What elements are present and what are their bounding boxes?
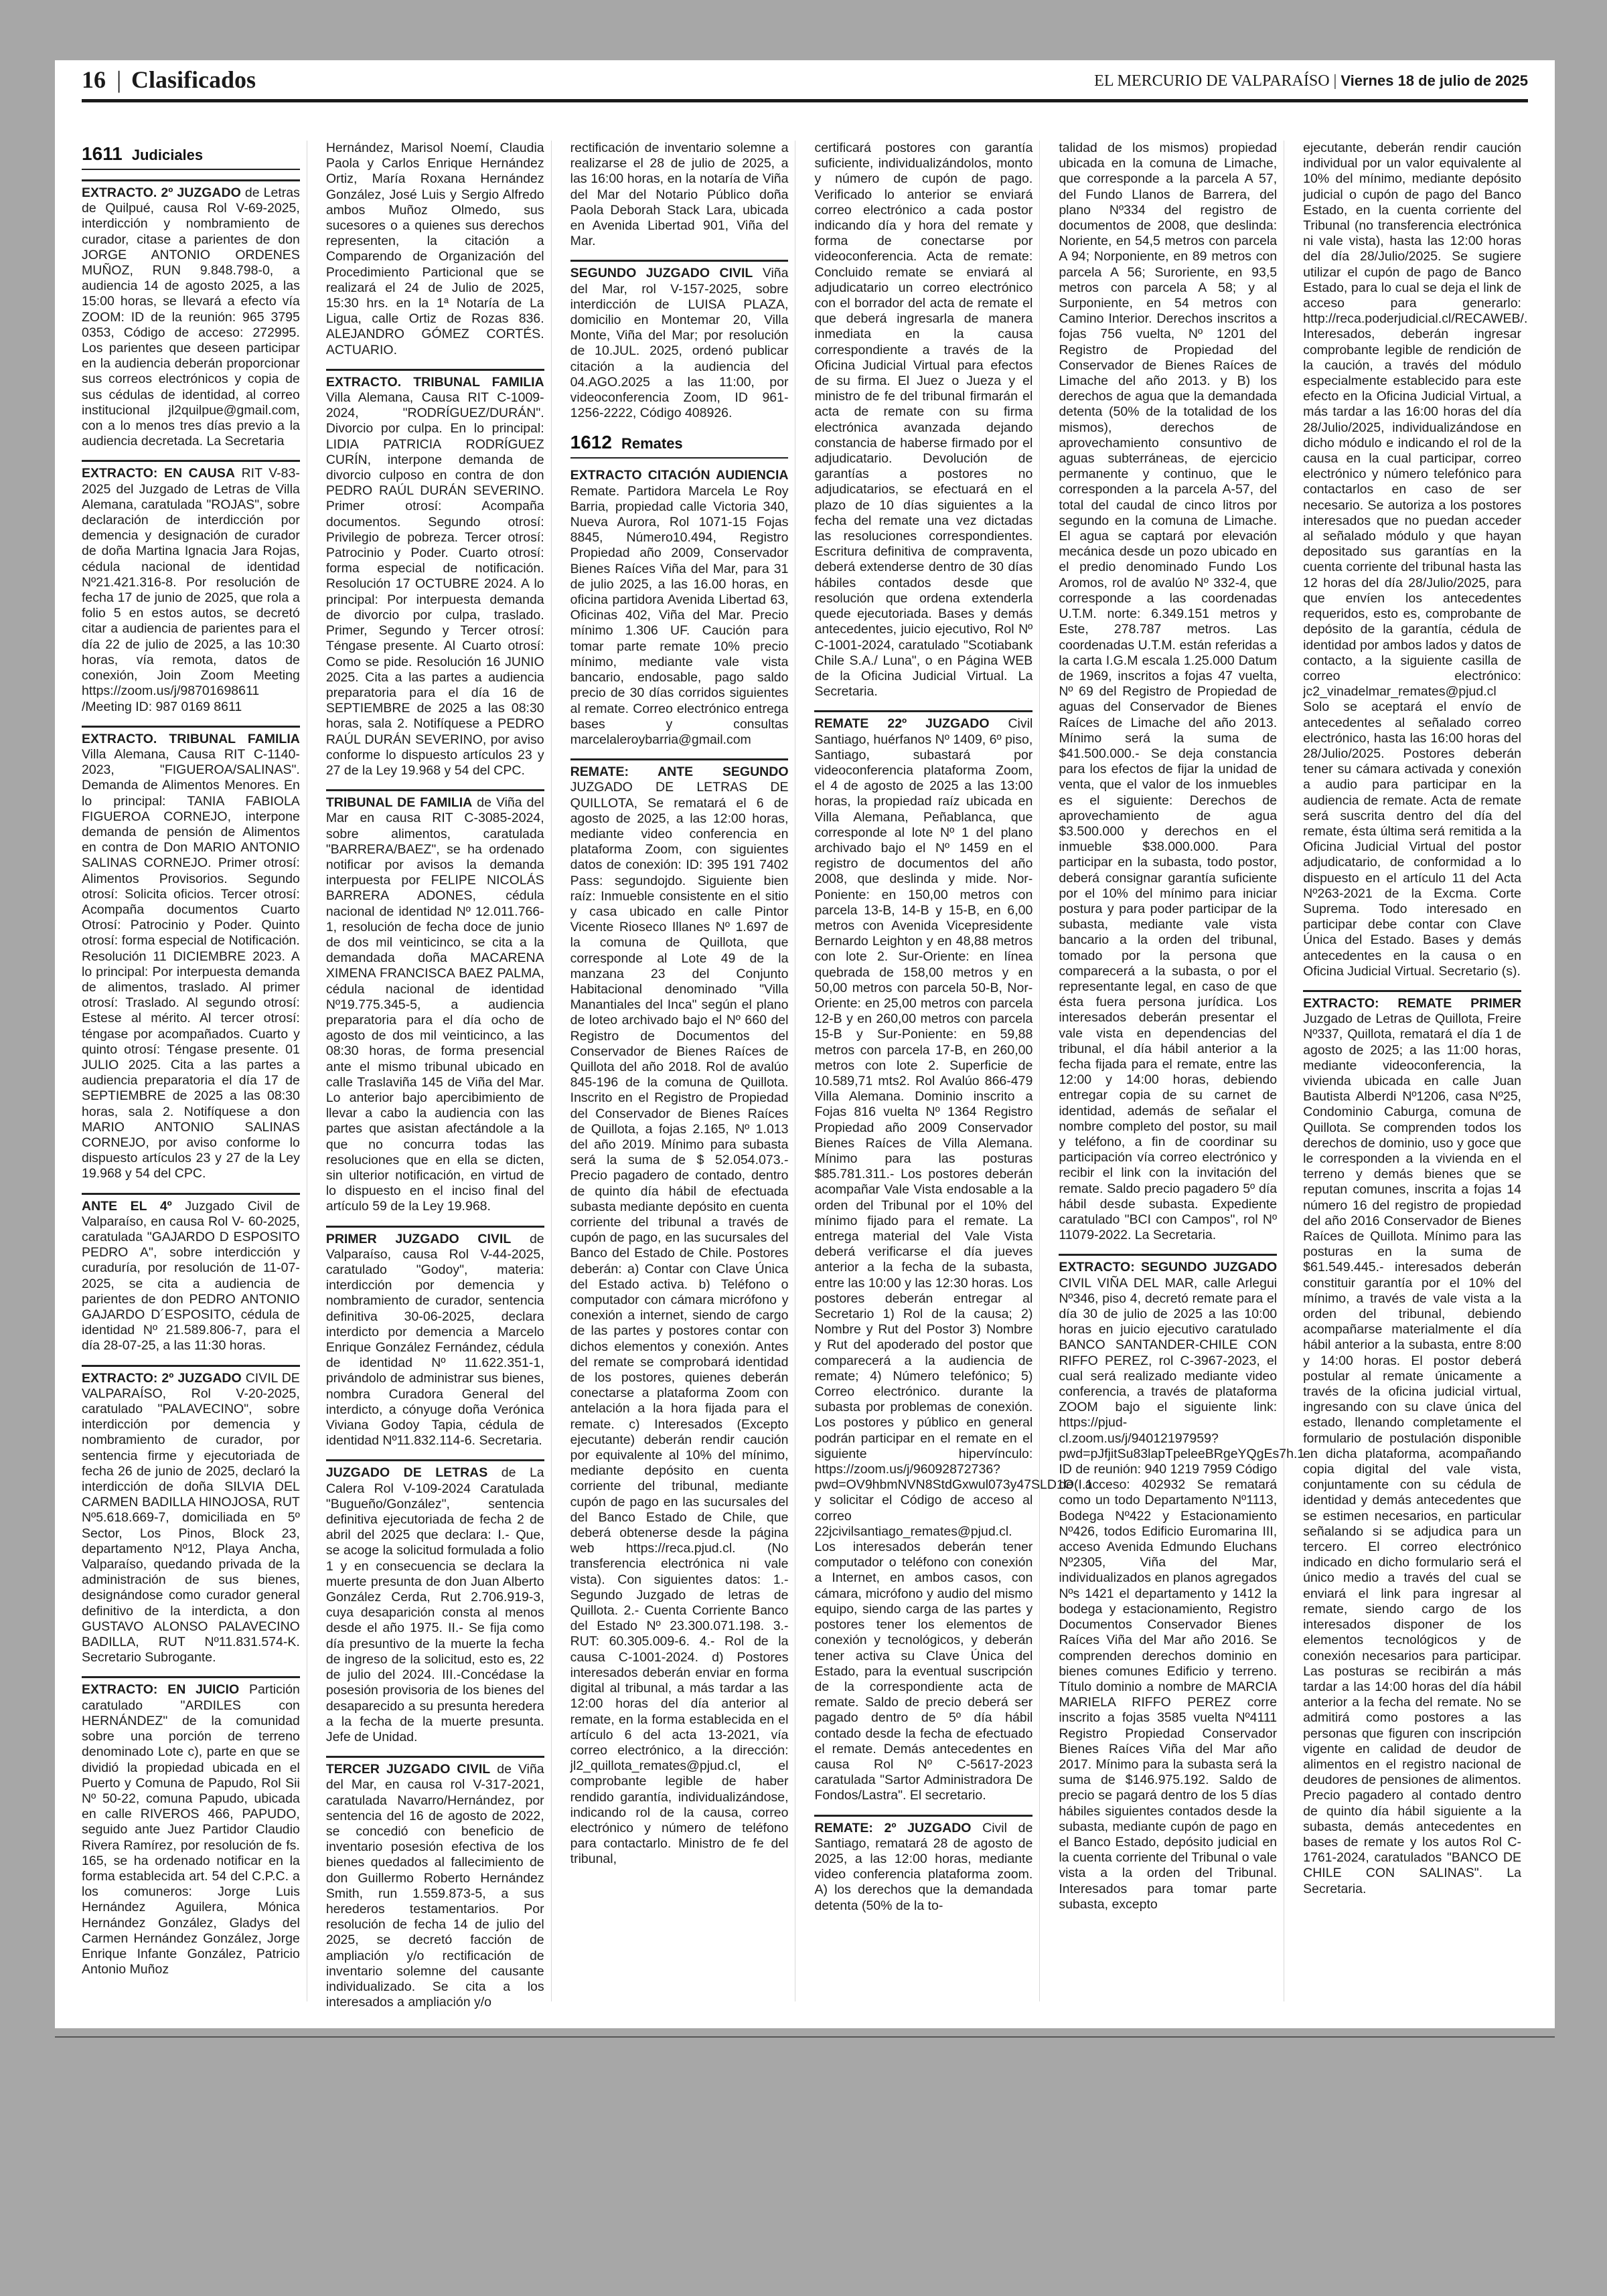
legal-notice xyxy=(814,1815,1032,1914)
legal-notice xyxy=(326,1756,544,2010)
newspaper-name: EL MERCURIO DE VALPARAÍSO xyxy=(1094,72,1330,90)
notice-body xyxy=(82,1199,300,1354)
notice-text: JUZGADO DE LETRAS DE QUILLOTA, Se rematará el 6 de agosto de 2025, a las 12:00 horas, mediante video conferencia en plataforma Zoom, con siguientes datos de conexión: ID: 395 191 7402 Pass: segundojdo. Siguiente bien raíz: Inmueble consistente en el sitio y casa ubicado en calle Pintor Vicente Rioseco Illanes Nº 1.697 de la comuna de Quillota, que corresponde al Lote 49 de la manzana 23 del Conjunto Habitacional denominado "Villa Manantiales del Inca" según el plano de loteo archivado bajo el Nº 660 del Registro de Documentos del Conservador de Bienes Raíces de Quillota del año 2018. Rol de avalúo 845-196 de la comuna de Quillota. Inscrito en el Registro de Propiedad del Conservador de Bienes Raíces de Quillota, a fojas 2.165, Nº 1.013 del año 2019. Mínimo para subasta será la suma de $ 52.054.073.- Precio pagadero de contado, dentro de quinto día hábil de efectuada subasta mediante depósito en cuenta corriente del tribunal a través de cupón de pago, en las sucursales del Banco del Estado de Chile. Postores deberán: a) Contar con Clave Única del Estado activa. b) Teléfono o computador con cámara micrófono y conexión a internet, siendo de cargo de las partes y postores contar con dichos elementos y conexión. Antes del remate se comprobará identidad de los postores, quienes deberán conectarse a plataforma Zoom con antelación a la hora fijada para el remate. c) Interesados (Excepto ejecutante) deberán rendir caución por equivalente al 10% del mínimo, mediante depósito en cuenta corriente del tribunal, mediante cupón de pago en las sucursales del del Banco Estado de Chile, que deberá obtenerse desde la página web https://reca.pjud.cl. (No transferencia electrónica ni vale vista). Con siguientes datos: 1.- Segundo Juzgado de letras de Quillota. 2.- Cuenta Corriente Banco del Estado Nº 23.300.071.198. 3.- RUT: 60.305.009-6. 4.- Rol de la causa C-1001-2024. d) Postores interesados deberán enviar en forma digital al tribunal, a más tardar a las 12:00 horas del día anterior al remate, en la forma establecida en el artículo 6 del acta 13-2021, vía correo electrónico, a la dirección: jl2_quillota_remates@pjud.cl, el comprobante legible de haber rendido garantía, individualizándose, indicando rol de la causa, correo electrónico y número de teléfono para contactarlo. Ministro de fe del tribunal, xyxy=(570,780,789,1867)
notice-title: EXTRACTO. 2º JUZGADO xyxy=(82,185,241,200)
legal-notice xyxy=(82,1193,300,1354)
legal-notice xyxy=(82,1365,300,1666)
notice-body xyxy=(1303,996,1521,1897)
notice-text: talidad de los mismos) propiedad ubicada en la comuna de Limache, que corresponde a la parcela A 57, del Fundo Llanos de Barrera, del plano Nº334 del registro de documentos de 2008, que deslinda: Noriente, en 54,5 metros con parcela A 94; Norponiente, en 89 metros con parcela A 56; Suroriente, en 93,5 metros con parcela A 58; y al Surponiente, en 54 metros con Camino Interior. Derechos inscritos a fojas 756 vuelta, Nº 1201 del Registro de Propiedad del Conservador de Bienes Raíces de Limache del año 2013. y B) los derechos de agua que la demandada detenta (50% de la totalidad de los mismos), derechos de aprovechamiento consuntivo de aguas subterráneas, de ejercicio permanente y continuo, que le corresponden a la parcela A-57, del total del caudal de cinco litros por segundo en la comuna de Limache. El agua se captará por elevación mecánica desde un pozo ubicado en el predio denominado Fundo Los Aromos, rol de avalúo Nº 332-4, que corresponde a las coordenadas U.T.M. norte: 6.349.151 metros y Este, 278.787 metros. Las coordenadas U.T.M. están referidas a la carta I.G.M escala 1.25.000 Datum de 1969, inscritos a fojas 47 vuelta, Nº 69 del Registro de Propiedad de aguas del Conservador de Bienes Raíces de Limache del año 2013. Mínimo será la suma de $41.500.000.- Se deja constancia para los efectos de fijar la unidad de venta, que el valor de los inmuebles es el siguiente: Derechos de aprovechamiento de agua $3.500.000 y derechos en el inmueble $38.000.000. Para participar en la subasta, todo postor, deberá consignar garantía suficiente por el 10% del mínimo para iniciar postura y para poder participar de la subasta, mediante vale vista bancario a la orden del tribunal, tomado por la persona que comparecerá a la subasta, o por el representante legal, en caso de que ésta fuera persona jurídica. Los interesados deberán presentar el vale vista en dependencias del tribunal, el día hábil anterior a la fecha fijada para el remate, entre las 12:00 y 14:00 horas, debiendo entregar copia de su carnet de identidad, además de señalar el nombre completo del postor, su mail y teléfono, a fin de coordinar su participación vía correo electrónico y recibir el link con la invitación del remate. Saldo precio pagadero 5º día hábil desde subasta. Expediente caratulado "BCI con Campos", rol Nº 11079-2022. La Secretaria. xyxy=(1059,141,1278,1243)
legal-notice xyxy=(82,460,300,714)
notice-title: SEGUNDO JUZGADO CIVIL xyxy=(570,266,753,281)
notice-text: Hernández, Marisol Noemí, Claudia Paola y Carlos Enrique Hernández Ortiz, María Roxana Hernández González, José Luis y Sergio Alfredo ambos Muñoz Olmedo, sus sucesores o a quienes sus derechos representen, la citación a Comparendo de Organización del Procedimiento Particional que se realizará el 24 de Julio de 2025, 15:30 hrs. en la 1ª Notaría de La Ligua, calle Ortiz de Rozas 836. ALEJANDRO GÓMEZ CORTÉS. ACTUARIO. xyxy=(325,141,544,357)
legal-notice xyxy=(814,141,1032,700)
column-3 xyxy=(570,141,796,2001)
legal-notice xyxy=(570,758,789,1867)
notice-text: CIVIL DE VALPARAÍSO, Rol V-20-2025, caratulado "PALAVECINO", sobre interdicción por demencia y nombramiento de curador, por sentencia firme y ejecutoriada de fecha 26 de junio de 2025, declaró la interdicción de doña SILVIA DEL CARMEN BADILLA HINOJOSA, RUT Nº5.618.669-7, domiciliada en 5º Sector, Los Pinos, Block 23, departamento Nº12, Playa Ancha, Valparaíso, quedando privada de la administración de sus bienes, designándose como curador general definitivo de la interdicta, a don GUSTAVO ALONSO PALAVECINO BADILLA, RUT Nº11.831.574-K. Secretario Subrogante. xyxy=(82,1370,300,1665)
notice-text: de Viña del Mar, en causa rol V-317-2021, caratulada Navarro/Hernández, por sentencia del 16 de agosto de 2022, se concedió con beneficio de inventario posesión efectiva de los bienes quedados al fallecimiento de don Guillermo Roberto Hernández Smith, run 1.559.873-5, a sus herederos testamentarios. Por resolución de fecha 14 de julio del 2025, se decretó facción de ampliación y/o rectificación de inventario solemne del causante individualizado. Se cita a los interesados a ampliación y/o xyxy=(325,1762,544,2010)
notice-text: Viña del Mar, rol V-157-2025, sobre interdicción de LUISA PLAZA, domicilio en Montemar 20, Villa Monte, Viña del Mar; por resolución de 10.JUL. 2025, ordenó publicar citación a la audiencia del 04.AGO.2025 a las 11:00, por videoconferencia Zoom, ID 961-1256-2222, Código 408926. xyxy=(570,266,789,421)
classified-section-header xyxy=(82,143,300,170)
column-2 xyxy=(325,141,552,2010)
notice-text: rectificación de inventario solemne a realizarse el 28 de julio de 2025, a las 16:00 horas, en la notaría de Viña del Mar del Notario Público doña Paola Deborah Stack Lara, ubicada en Avenida Libertad 901, Viña del Mar. xyxy=(570,141,789,249)
header-separator: | xyxy=(117,66,122,93)
legal-notice xyxy=(814,710,1093,1803)
notice-body xyxy=(326,1465,544,1745)
legal-notice xyxy=(82,179,300,449)
notice-body xyxy=(570,468,789,748)
notice-body xyxy=(570,141,789,249)
notice-title: REMATE: ANTE SEGUNDO xyxy=(570,764,789,780)
section-number: 1611 xyxy=(82,143,123,164)
newspaper-page xyxy=(55,60,1555,2028)
notice-body xyxy=(82,732,300,1182)
notice-text: ejecutante, deberán rendir caución individual por un valor equivalente al 10% del mínimo, mediante depósito judicial o cupón de pago del Banco Estado, en la cuenta corriente del Tribunal (no transferencia electrónica ni vale vista), hasta las 12:00 horas del día 28/Julio/2025. Se sugiere utilizar el cupón de pago de Banco Estado, para lo cual se deja el link de acceso para generarlo: http://reca.poderjudicial.cl/RECAWEB/. Interesados, deberán ingresar comprobante legible de rendición de la caución, a través del módulo especialmente establecido para este efecto en la Oficina Judicial Virtual, a más tardar a las 16:00 horas del día 28/Julio/2025, individualizándose en dicho módulo e indicando el rol de la causa en la cual participar, correo electrónico y número telefónico para contactarlos en caso de ser necesario. Se autoriza a los postores interesados que no puedan acceder al señalado módulo y que hayan depositado sus garantías en la cuenta corriente del tribunal hasta las 12 horas del día 28/Julio/2025, para que envíen los antecedentes requeridos, esto es, comprobante de depósito de la garantía, cédula de identidad por ambos lados y datos de contacto, a la siguiente casilla de correo electrónico: jc2_vinadelmar_remates@pjud.cl Solo se aceptará el envío de antecedentes al señalado correo electrónico, hasta las 16:00 horas del 28/Julio/2025. Postores deberán tener su cámara activada y conexión a audio para participar en la audiencia de remate. Acta de remate será suscrita dentro del día del remate, ésta última será remitida a la Oficina Judicial Virtual del postor adjudicatario, de conformidad a lo dispuesto en el artículo 11 del Acta Nº263-2021 de la Excma. Corte Suprema. Todo interesado en participar debe contar con Clave Única del Estado. Bases y demás antecedentes en la causa o en Oficina Judicial Virtual. Secretario (s). xyxy=(1303,141,1528,979)
notice-title: EXTRACTO: 2º JUZGADO xyxy=(82,1370,242,1386)
notice-body xyxy=(570,266,789,421)
legal-notice xyxy=(326,1226,544,1449)
column-4 xyxy=(814,141,1093,2001)
footer-rule xyxy=(55,2036,1555,2038)
legal-notice xyxy=(82,1676,300,1977)
notice-body xyxy=(326,375,544,778)
notice-text: CIVIL VIÑA DEL MAR, calle Arlegui Nº346, piso 4, decretó remate para el día 30 de julio de 2025 a las 10:00 horas en juicio ejecutivo caratulado BANCO SANTANDER-CHILE CON RIFFO PEREZ, rol C-3967-2023, el cual será realizado mediante video conferencia, a través de plataforma ZOOM bajo el siguiente link: https://pjud-cl.zoom.us/j/94012197959?pwd=pJfjitSu83lapTpeleeBRgeYQgEs7h.1 ID de reunión: 940 1219 7959 Código de acceso: 402932 Se rematará como un todo Departamento Nº1113, Bodega Nº422 y Estacionamiento Nº426, todos Edificio Euromarina III, acceso Avenida Edmundo Eluchans Nº2305, Viña del Mar, individualizados en planos agregados Nºs 1421 el departamento y 1412 la bodega y estacionamiento, Registro Documentos Conservador Bienes Raíces Viña del Mar año 2016. Se comprenden derechos dominio en bienes comunes Edificio y terreno. Título dominio a nombre de MARCIA MARIELA RIFFO PEREZ corre inscrito a fojas 3585 vuelta Nº4111 Registro Propiedad Conservador Bienes Raíces Viña del Mar año 2017. Mínimo para la subasta será la suma de $146.975.192. Saldo de precio se pagará dentro de los 5 días hábiles siguientes contados desde la subasta, mediante cupón de pago en el Banco Estado, depósito judicial en la cuenta corriente del Tribunal o vale vista a la orden del Tribunal. Interesados para tomar parte subasta, excepto xyxy=(1059,1275,1305,1912)
legal-notice xyxy=(1303,990,1521,1897)
notice-body xyxy=(326,795,544,1214)
column-5 xyxy=(1059,141,1305,2001)
notice-title: TERCER JUZGADO CIVIL xyxy=(325,1762,491,1777)
legal-notice xyxy=(570,260,789,421)
notice-text: Juzgado de Letras de Quillota, Freire Nº337, Quillota, rematará el día 1 de agosto de 2025; a las 11:00 horas, mediante videoconferencia, la vivienda ubicada en calle Juan Bautista Alberdi Nº1206, casa Nº25, Condominio Caburga, comuna de Quillota. Se comprenden todos los derechos de dominio, uso y goce que le corresponden a la vivienda en el terreno y demás bienes que se reputan comunes, inscrita a fojas 14 número 16 del registro de propiedad del año 2016 Conservador de Bienes Raíces de Quillota. Mínimo para las posturas en la suma de $61.549.445.- interesados deberán constituir garantía por el 10% del mínimo, a través de vale vista a la orden del tribunal, debiendo acompañarse materialmente el día hábil anterior a la subasta, entre 8:00 y 14:00 horas. El postor deberá postular al remate únicamente a través de la oficina judicial virtual, ingresando con su clave única del estado, llenando completamente el formulario de postulación disponible en dicha plataforma, acompañando copia digital del vale vista, conjuntamente con su cédula de identidad y demás antecedentes que se estimen necesarios, en particular señalando si se adjudica para un tercero. El correo electrónico indicado en dicho formulario será el único medio a través del cual se enviará el link para ingresar al remate, siendo cargo de los interesados disponer de los elementos tecnológicos y de conexión necesarios para participar. Las posturas se recibirán a más tardar a las 14:00 horas del día hábil anterior a la fecha del remate. No se admitirá como postores a las personas que figuren con inscripción vigente en calidad de deudor de alimentos en el registro nacional de deudores de pensiones de alimentos. Precio pagadero al contado dentro de quinto día hábil siguiente a la subasta, demás antecedentes en bases de remate y los autos Rol C-1761-2024, caratulados "BANCO DE CHILE CON SALINAS". La Secretaria. xyxy=(1303,1011,1521,1896)
notice-text: Civil Santiago, huérfanos Nº 1409, 6º piso, Santiago, subastará por videoconferencia plataforma Zoom, el 4 de agosto de 2025 a las 13:00 horas, la propiedad raíz ubicada en Villa Alemana, Peñablanca, que corresponde al lote Nº 1 del plano archivado bajo el Nº 1459 en el registro de documentos del año 2008, que deslinda y mide. Nor-Poniente: en 150,00 metros con parcela 13-B, 14-B y 15-B, en 6,00 metros con Avenida Vicepresidente Bernardo Leighton y en 48,88 metros con lote 2. Sur-Oriente: en línea quebrada de 158,00 metros y en 50,00 metros con parcela 50-B, Nor-Oriente: en 25,00 metros con parcela 12-B y en 260,00 metros con parcela 15-B y Sur-Poniente: en 59,88 metros con parcela 17-B, en 260,00 metros con lote 2. Superficie de 10.589,71 mts2. Rol Avalúo 866-479 Villa Alemana. Dominio inscrito a Fojas 816 vuelta Nº 1364 Registro Propiedad año 2009 Conservador Bienes Raíces de Villa Alemana. Mínimo para las posturas $85.781.311.- Los postores deberán acompañar Vale Vista endosable a la orden del Tribunal por el 10% del mínimo fijado para el remate. La entrega material del Vale Vista deberá verificarse el día jueves anterior a la fecha de la subasta, entre las 10:00 y las 12:30 horas. Los postores deberán entregar al Secretario 1) Rol de la causa; 2) Nombre y Rut del Postor 3) Nombre y Rut del apoderado del postor que comparecerá a la audiencia de remate; 4) Número telefónico; 5) Correo electrónico. durante la subasta por problemas de conexión. Los postores y público en general podrán participar en el remate en el siguiente hipervínculo: https://zoom.us/j/96092872736?pwd=OV9hbmNVN8StdGxwul073y47SLD1O(I.1 y solicitar el Código de acceso al correo 22jcivilsantiago_remates@pjud.cl. Los interesados deberán tener computador o teléfono con conexión a Internet, en ambos casos, con cámara, micrófono y audio del mismo equipo, siendo carga de las partes y postores tener los elementos de conexión y tecnológicos, y deberán tener activa su Clave Única del Estado, para la eventual suscripción de la correspondiente acta de remate. Saldo de precio deberá ser pagado dentro de 5º día hábil contado desde la fecha de efectuado el remate. Demás antecedentes en causa Rol Nº C-5617-2023 caratulada "Sartor Administradora De Fondos/Lastra". El secretario. xyxy=(814,716,1093,1803)
section-title: Clasificados xyxy=(131,66,256,93)
legal-notice xyxy=(82,726,300,1182)
notice-text: certificará postores con garantía suficiente, individualizándolos, monto y número de cupón de pago. Verificado lo anterior se enviará correo electrónico a cada postor indicando día y hora del remate y forma de conectarse por videoconferencia. Acta de remate: Concluido remate se enviará al adjudicatario un correo electrónico con el borrador del acta de remate el que deberá ingresarla de manera inmediata en la causa correspondiente a través de la Oficina Judicial Virtual para efectos de su firma. El Juez o Jueza y el ministro de fe del tribunal firmarán el acta de remate con su firma electrónica avanzada dejando constancia de haberse firmado por el adjudicatario. Devolución de garantías a postores no adjudicatarios, se efectuará en el plazo de 10 días siguientes a la fecha del remate una vez dictadas las resoluciones correspondientes. Escritura definitiva de compraventa, deberá extenderse dentro de 30 días hábiles contados desde que resolución que ordena extenderla quede ejecutoriada. Bases y demás antecedentes, juicio ejecutivo, Rol Nº C-1001-2024, caratulado "Scotiabank Chile S.A./ Luna", o en Página WEB de la Oficina Judicial Virtual. La Secretaria. xyxy=(814,141,1033,700)
notice-body xyxy=(82,466,300,714)
notice-text: Remate. Partidora Marcela Le Roy Barria, propiedad calle Victoria 340, Nueva Aurora, Rol 1071-15 Fojas 8845, Número10.494, Registro Propiedad año 2009, Conservador Bienes Raíces Viña del Mar, para 31 de julio 2025, a las 16.00 horas, en oficina partidora Avenida Libertad 63, Oficinas 402, Viña del Mar. Precio mínimo 1.306 UF. Caución para tomar parte remate 10% precio mínimo, mediante vale vista bancario, endosable, pago saldo precio de 30 días corridos siguientes al remate. Correo electrónico entrega bases y consultas marcelaleroybarria@gmail.com xyxy=(570,483,789,747)
legal-notice xyxy=(326,789,544,1214)
notice-text: de Viña del Mar en causa RIT C-3085-2024, sobre alimentos, caratulada "BARRERA/BAEZ", se ha ordenado notificar por avisos la demanda interpuesta por FELIPE NICOLÁS BARRERA ADONES, cédula nacional de identidad Nº 12.011.766-1, resolución de fecha doce de junio de dos mil veinticinco, se cita a la demandada doña MACARENA XIMENA FRANCISCA BAEZ PALMA, cédula nacional de identidad Nº19.775.345-5, a audiencia preparatoria para el día ocho de agosto de dos mil veinticinco, a las 08:30 horas, de forma presencial ante el mismo tribunal ubicado en calle Traslaviña 145 de Viña del Mar. Lo anterior bajo apercibimiento de llevar a cabo la audiencia con las partes que asistan afectándole a la que no concurra todas las resoluciones que en ella se dicten, sin ulterior notificación, en virtud de lo dispuesto en el inciso final del artículo 59 de la Ley 19.968. xyxy=(325,795,544,1214)
notice-title: EXTRACTO: SEGUNDO JUZGADO xyxy=(1059,1260,1278,1275)
notice-text: de Valparaíso, causa Rol V-44-2025, caratulado "Godoy", materia: interdicción por demencia y nombramiento de curador, sentencia definitiva 30-06-2025, declara interdicto por demencia a Marcelo Enrique González Fernández, cédula de identidad Nº 11.622.351-1, privándolo de administrar sus bienes, nombra Curadora General del interdicto, a cónyuge doña Verónica Viviana Godoy Tapia, cédula de identidad Nº11.832.114-6. Secretaria. xyxy=(325,1231,544,1449)
notice-title: REMATE: 2º JUZGADO xyxy=(814,1820,972,1835)
legal-notice xyxy=(1303,141,1528,979)
notice-body xyxy=(326,141,544,358)
notice-title: JUZGADO DE LETRAS xyxy=(325,1465,488,1481)
header-masthead: EL MERCURIO DE VALPARAÍSO | Viernes 18 de julio de 2025 xyxy=(1094,72,1528,90)
notice-body xyxy=(814,141,1032,700)
issue-date: Viernes 18 de julio de 2025 xyxy=(1341,72,1528,89)
legal-notice xyxy=(1059,1254,1305,1912)
legal-notice xyxy=(326,369,544,778)
legal-notice xyxy=(326,1459,544,1745)
notice-text: de La Calera Rol V-109-2024 Caratulada "Bugueño/González", sentencia definitiva ejecutoriada de fecha 2 de abril del 2025 que declara: I.- Que, se acoge la solicitud formulada a folio 1 y en consecuencia se declara la muerte presunta de don Juan Alberto González Cerda, Rut 2.706.919-3, cuya desaparición consta al menos desde el año 1975. II.- Se fija como día presuntivo de la muerte la fecha de ingreso de la solicitud, esto es, 22 de julio del 2024. III.-Concédase la posesión provisoria de los bienes del desaparecido a su presunta heredera a la fecha de la muerte presunta. Jefe de Unidad. xyxy=(325,1465,544,1744)
notice-title: EXTRACTO. TRIBUNAL FAMILIA xyxy=(325,374,544,390)
legal-notice xyxy=(570,468,789,748)
notice-title: PRIMER JUZGADO CIVIL xyxy=(325,1231,512,1246)
notice-text: RIT V-83-2025 del Juzgado de Letras de Villa Alemana, caratulada "ROJAS", sobre declaración de interdicción por demencia y designación de curador de doña Martina Ignacia Jara Rojas, cédula nacional de identidad Nº21.421.316-8. Por resolución de fecha 17 de junio de 2025, que rola a folio 5 en estos autos, se decretó citar a audiencia de parientes para el día 22 de julio de 2025, a las 10:30 horas, vía remota, datos de conexión, Join Zoom Meeting https://zoom.us/j/98701698611 /Meeting ID: 987 0169 8611 xyxy=(82,466,300,714)
legal-notice xyxy=(1059,141,1277,1243)
page-number: 16 xyxy=(82,66,106,93)
notice-body xyxy=(1059,141,1277,1243)
notice-text: Villa Alemana, Causa RIT C-1140-2023, "FIGUEROA/SALINAS". Demanda de Alimentos Menores. En lo principal: TANIA FABIOLA FIGUEROA CORNEJO, interpone demanda de pensión de Alimentos en contra de Don MARIO ANTONIO SALINAS CORNEJO. Primer otrosí: Alimentos Provisorios. Segundo otrosí: Solicita oficios. Tercer otrosí: Acompaña documentos Cuarto Otrosí: Patrocinio y Poder. Quinto otrosí: forma especial de Notificación. Resolución 11 DICIEMBRE 2023. A lo principal: Por interpuesta demanda de alimentos, traslado. Al primer otrosí: Traslado. Al segundo otrosí: Estese al mérito. Al tercer otrosí: téngase por acompañados. Cuarto y quinto otrosí: Téngase presente. 01 JULIO 2025. Cita a las partes a audiencia preparatoria el día 17 de SEPTIEMBRE de 2025 a las 08:30 horas, sala 2. Notifíquese a don MARIO ANTONIO SALINAS CORNEJO, por aviso conforme lo dispuesto artículos 23 y 27 de la Ley 19.968 y 54 del CPC. xyxy=(82,746,300,1181)
section-number: 1612 xyxy=(570,432,612,453)
notice-title: EXTRACTO CITACIÓN AUDIENCIA xyxy=(570,468,789,483)
notice-body xyxy=(570,764,789,1867)
classifieds-columns xyxy=(82,141,1528,2010)
classified-section-header xyxy=(570,432,789,459)
notice-body xyxy=(82,185,300,449)
column-6 xyxy=(1303,141,1528,2001)
notice-title: EXTRACTO: EN JUICIO xyxy=(82,1682,240,1698)
notice-body xyxy=(82,1371,300,1666)
notice-text: Juzgado Civil de Valparaíso, en causa Rol V- 60-2025, caratulada "GAJARDO D ESPOSITO PEDRO A", sobre interdicción y curaduría, por resolución de 11-07-2025, se cita a audiencia de parientes de don PEDRO ANTONIO GAJARDO D´ESPOSITO, cédula de identidad Nº 21.589.806-7, para el día 28-07-25, a las 11:30 horas. xyxy=(82,1198,300,1354)
notice-body xyxy=(814,716,1093,1803)
notice-title: EXTRACTO: REMATE PRIMER xyxy=(1303,995,1521,1011)
notice-body xyxy=(82,1682,300,1977)
notice-text: de Letras de Quilpué, causa Rol V-69-2025, interdicción y nombramiento de curador, citase a parientes de don JORGE ANTONIO ORDENES MUÑOZ, RUN 9.848.798-0, a audiencia 14 de agosto 2025, a las 15:00 horas, se llevará a efecto vía ZOOM: ID de la reunión: 965 3795 0353, Código de acceso: 272995. Los parientes que deseen participar en la audiencia deberán proporcionar sus correos electrónicos y copia de sus cédulas de identidad, al correo institucional jl2quilpue@gmail.com, con a lo menos tres días previo a la audiencia decretada. La Secretaria xyxy=(82,185,300,449)
legal-notice xyxy=(326,141,544,358)
notice-text: Villa Alemana, Causa RIT C-1009-2024, "RODRÍGUEZ/DURÁN". Divorcio por culpa. En lo principal: LIDIA PATRICIA RODRÍGUEZ CURÍN, interpone demanda de divorcio culposo en contra de don PEDRO RAÚL DURÁN SEVERINO. Primer otrosí: Acompaña documentos. Segundo otrosí: Privilegio de pobreza. Tercer otrosí: Patrocinio y Poder. Cuarto otrosí: forma especial de notificación. Resolución 17 OCTUBRE 2024. A lo principal: Por interpuesta demanda de divorcio por culpa, traslado. Primer, Segundo y Tercer otrosí: Téngase presente. Al Cuarto otrosí: Como se pide. Resolución 16 JUNIO 2025. Cita a las partes a audiencia preparatoria para el día 16 de SEPTIEMBRE de 2025 a las 08:30 horas, sala 2. Notifíquese a PEDRO RAÚL DURÁN SEVERINO, por aviso conforme lo dispuesto artículos 23 y 27 de la Ley 19.968 y 54 del CPC. xyxy=(325,390,544,778)
notice-body xyxy=(1303,141,1528,979)
notice-title: EXTRACTO. TRIBUNAL FAMILIA xyxy=(82,731,300,746)
section-name: Remates xyxy=(621,435,683,453)
page-header xyxy=(82,64,1528,102)
notice-text: Partición caratulado "ARDILES con HERNÁNDEZ" de la comunidad sobre una porción de terreno denominado Lote c), parte en que se dividió la propiedad ubicada en el Puerto y Comuna de Papudo, Rol Sii Nº 50-22, comuna Papudo, ubicada en calle RIVEROS 466, PAPUDO, seguido ante Juez Partidor Claudio Rivera Ramírez, por resolución de fs. 165, se ha ordenado notificar en la forma establecida art. 54 del C.P.C. a los comuneros: Jorge Luis Hernández Aguilera, Mónica Hernández González, Gladys del Carmen Hernández González, Jorge Enrique Infante González, Patricio Antonio Muñoz xyxy=(82,1682,300,1977)
notice-title: EXTRACTO: EN CAUSA xyxy=(82,466,235,481)
notice-body xyxy=(326,1232,544,1449)
notice-body xyxy=(1059,1260,1305,1912)
notice-body xyxy=(814,1821,1032,1914)
notice-body xyxy=(326,1762,544,2010)
notice-title: TRIBUNAL DE FAMILIA xyxy=(325,795,473,811)
column-1 xyxy=(82,141,307,2001)
notice-title: REMATE 22º JUZGADO xyxy=(814,716,990,732)
section-name: Judiciales xyxy=(131,147,204,163)
legal-notice xyxy=(570,141,789,249)
notice-text: Civil de Santiago, rematará 28 de agosto de 2025, a las 12:00 horas, mediante video conferencia plataforma zoom. A) los derechos que la demandada detenta (50% de la to- xyxy=(814,1820,1033,1913)
notice-title: ANTE EL 4º xyxy=(82,1198,172,1214)
